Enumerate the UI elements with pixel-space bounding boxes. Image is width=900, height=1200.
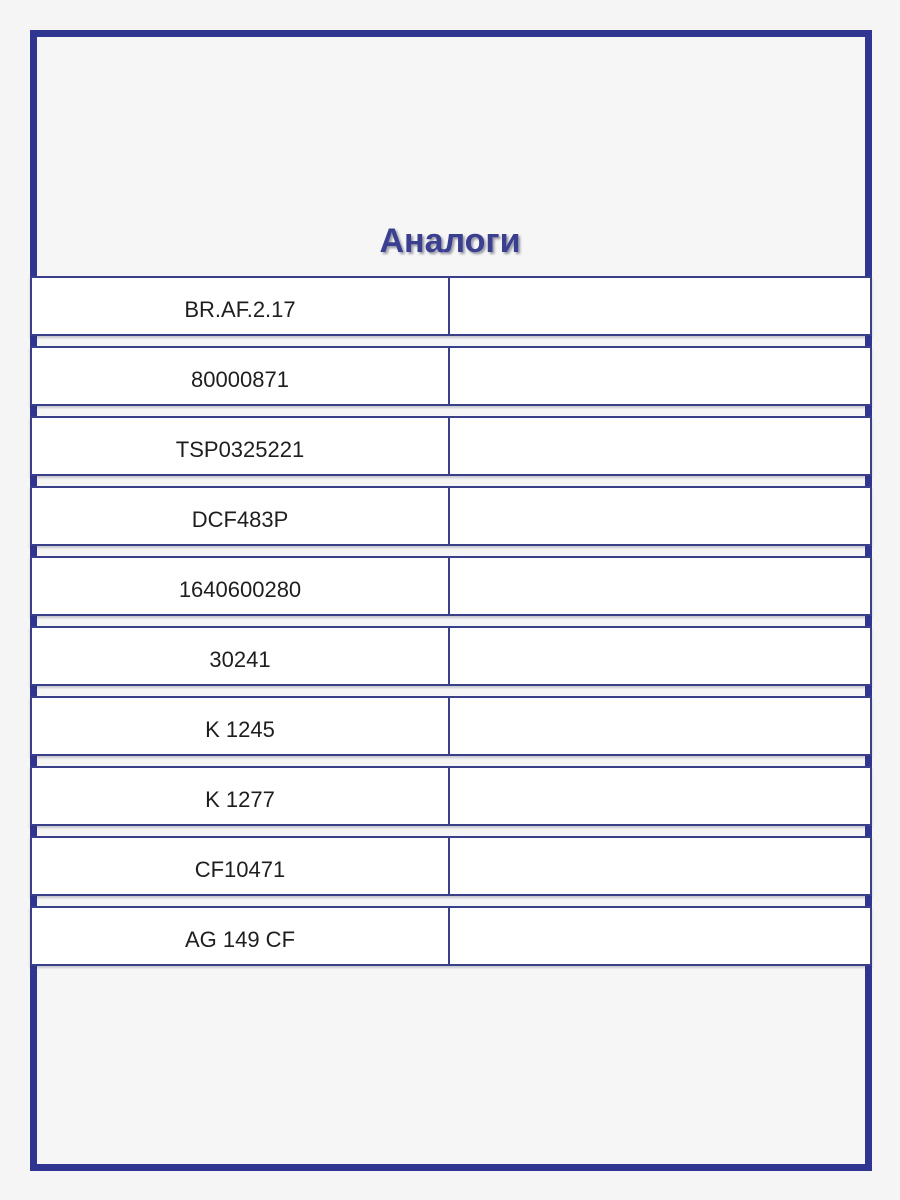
table-row [30, 346, 872, 406]
analog-code: 80000871 [32, 348, 450, 404]
frame-segment [867, 408, 872, 416]
page-title: Аналоги [379, 222, 521, 260]
table-row [30, 276, 872, 336]
frame-segment [30, 548, 35, 556]
frame-segment [867, 898, 872, 906]
frame-segment [30, 618, 35, 626]
frame-segment [30, 338, 35, 346]
analog-code: K 1245 [32, 698, 450, 754]
empty-cell [450, 628, 870, 684]
frame-segment [30, 408, 35, 416]
table-row [30, 836, 872, 896]
analog-code: BR.AF.2.17 [32, 278, 450, 334]
empty-cell [450, 838, 870, 894]
table-row [30, 766, 872, 826]
table-row [30, 696, 872, 756]
frame-segment [30, 758, 35, 766]
empty-cell [450, 278, 870, 334]
table-row [30, 556, 872, 616]
analog-code: TSP0325221 [32, 418, 450, 474]
table-row [30, 626, 872, 686]
frame-segment [867, 688, 872, 696]
analog-code: 1640600280 [32, 558, 450, 614]
empty-cell [450, 348, 870, 404]
empty-cell [450, 558, 870, 614]
analog-code: CF10471 [32, 838, 450, 894]
frame-segment [867, 478, 872, 486]
empty-cell [450, 908, 870, 964]
analogs-table [30, 276, 872, 976]
frame-segment [30, 688, 35, 696]
empty-cell [450, 418, 870, 474]
frame-segment [867, 618, 872, 626]
analog-code: AG 149 CF [32, 908, 450, 964]
frame-segment [867, 548, 872, 556]
table-row [30, 486, 872, 546]
frame-segment [30, 478, 35, 486]
analog-code: K 1277 [32, 768, 450, 824]
analog-code: DCF483P [32, 488, 450, 544]
table-row [30, 416, 872, 476]
frame-segment [867, 828, 872, 836]
analog-code: 30241 [32, 628, 450, 684]
table-row [30, 906, 872, 966]
frame-segment [30, 828, 35, 836]
empty-cell [450, 488, 870, 544]
empty-cell [450, 768, 870, 824]
frame-segment [30, 898, 35, 906]
empty-cell [450, 698, 870, 754]
frame-segment [867, 758, 872, 766]
frame-segment [867, 338, 872, 346]
